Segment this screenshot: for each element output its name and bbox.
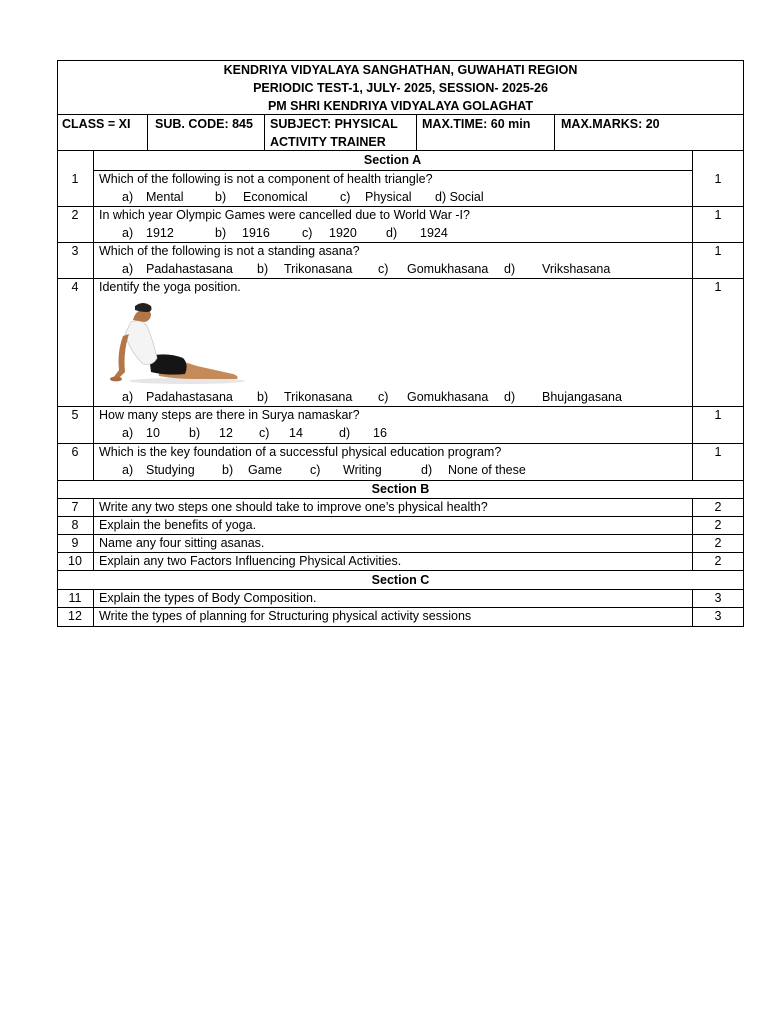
question-marks: 1 bbox=[714, 445, 722, 459]
option-label: a) bbox=[122, 390, 134, 404]
question-text: Identify the yoga position. bbox=[99, 280, 241, 294]
option-text: d) Social bbox=[435, 190, 484, 204]
question-number: 3 bbox=[71, 244, 79, 258]
option-text: 1924 bbox=[420, 226, 448, 240]
question-number: 8 bbox=[71, 518, 79, 532]
question-text: Which of the following is not a component of health triangle? bbox=[99, 172, 433, 186]
option-label: b) bbox=[189, 426, 201, 440]
question-number: 1 bbox=[71, 172, 79, 186]
question-number: 5 bbox=[71, 408, 79, 422]
question-marks: 2 bbox=[714, 500, 722, 514]
question-marks: 3 bbox=[714, 609, 722, 623]
option-text: Game bbox=[248, 463, 283, 477]
question-text: Which is the key foundation of a successful physical education program? bbox=[99, 445, 502, 459]
school-region-title: KENDRIYA VIDYALAYA SANGHATHAN, GUWAHATI REGION bbox=[223, 63, 578, 77]
option-text: Physical bbox=[365, 190, 412, 204]
option-text: 16 bbox=[373, 426, 387, 440]
option-text: 14 bbox=[289, 426, 303, 440]
question-text: Explain the types of Body Composition. bbox=[99, 591, 317, 605]
question-marks: 3 bbox=[714, 591, 722, 605]
subject-code: SUB. CODE: 845 bbox=[155, 117, 253, 131]
option-label: a) bbox=[122, 426, 134, 440]
option-text: Vrikshasana bbox=[542, 262, 611, 276]
section-b-heading: Section B bbox=[371, 482, 430, 496]
option-text: Bhujangasana bbox=[542, 390, 622, 404]
option-label: b) bbox=[215, 226, 227, 240]
option-text: 10 bbox=[146, 426, 160, 440]
option-label: d) bbox=[421, 463, 433, 477]
question-marks: 1 bbox=[714, 208, 722, 222]
question-marks: 2 bbox=[714, 554, 722, 568]
section-a-heading: Section A bbox=[363, 153, 422, 167]
option-label: c) bbox=[259, 426, 270, 440]
max-marks: MAX.MARKS: 20 bbox=[561, 117, 660, 131]
option-label: a) bbox=[122, 226, 134, 240]
option-text: Padahastasana bbox=[146, 390, 233, 404]
option-label: a) bbox=[122, 190, 134, 204]
question-marks: 2 bbox=[714, 518, 722, 532]
question-marks: 1 bbox=[714, 280, 722, 294]
question-text: Write the types of planning for Structuring physical activity sessions bbox=[99, 609, 472, 623]
subject-name-line1: SUBJECT: PHYSICAL bbox=[270, 117, 398, 131]
option-text: Economical bbox=[243, 190, 308, 204]
question-marks: 1 bbox=[714, 172, 722, 186]
option-label: d) bbox=[504, 262, 516, 276]
question-number: 11 bbox=[68, 591, 82, 605]
section-c-heading: Section C bbox=[371, 573, 430, 587]
option-label: c) bbox=[302, 226, 313, 240]
question-text: In which year Olympic Games were cancelled due to World War -I? bbox=[99, 208, 470, 222]
option-label: b) bbox=[215, 190, 227, 204]
option-label: a) bbox=[122, 262, 134, 276]
option-label: d) bbox=[386, 226, 398, 240]
yoga-pose-image bbox=[105, 300, 245, 388]
option-text: Writing bbox=[343, 463, 382, 477]
question-marks: 1 bbox=[714, 244, 722, 258]
question-text: Explain the benefits of yoga. bbox=[99, 518, 257, 532]
option-label: c) bbox=[340, 190, 351, 204]
option-text: 1912 bbox=[146, 226, 174, 240]
option-text: Studying bbox=[146, 463, 195, 477]
option-text: 1920 bbox=[329, 226, 357, 240]
option-text: None of these bbox=[448, 463, 526, 477]
question-marks: 1 bbox=[714, 408, 722, 422]
question-text: Explain any two Factors Influencing Physical Activities. bbox=[99, 554, 402, 568]
option-text: Trikonasana bbox=[284, 390, 353, 404]
subject-name-line2: ACTIVITY TRAINER bbox=[270, 135, 386, 149]
question-text: Name any four sitting asanas. bbox=[99, 536, 265, 550]
option-text: 1916 bbox=[242, 226, 270, 240]
option-label: d) bbox=[504, 390, 516, 404]
option-label: b) bbox=[257, 262, 269, 276]
option-text: Gomukhasana bbox=[407, 262, 489, 276]
question-text: Write any two steps one should take to improve one’s physical health? bbox=[99, 500, 488, 514]
question-text: How many steps are there in Surya namaskar? bbox=[99, 408, 360, 422]
question-number: 6 bbox=[71, 445, 79, 459]
option-label: c) bbox=[310, 463, 321, 477]
question-number: 9 bbox=[71, 536, 79, 550]
question-number: 12 bbox=[68, 609, 82, 623]
question-marks: 2 bbox=[714, 536, 722, 550]
question-number: 4 bbox=[71, 280, 79, 294]
class-label: CLASS = XI bbox=[62, 117, 131, 131]
option-label: a) bbox=[122, 463, 134, 477]
option-text: Mental bbox=[146, 190, 184, 204]
question-number: 10 bbox=[68, 554, 82, 568]
max-time: MAX.TIME: 60 min bbox=[422, 117, 531, 131]
option-text: 12 bbox=[219, 426, 233, 440]
test-title: PERIODIC TEST-1, JULY- 2025, SESSION- 2025-26 bbox=[253, 81, 548, 95]
question-text: Which of the following is not a standing asana? bbox=[99, 244, 360, 258]
option-text: Trikonasana bbox=[284, 262, 353, 276]
question-number: 2 bbox=[71, 208, 79, 222]
option-label: b) bbox=[257, 390, 269, 404]
option-label: d) bbox=[339, 426, 351, 440]
option-label: c) bbox=[378, 262, 389, 276]
option-label: c) bbox=[378, 390, 389, 404]
option-text: Gomukhasana bbox=[407, 390, 489, 404]
question-number: 7 bbox=[71, 500, 79, 514]
option-label: b) bbox=[222, 463, 234, 477]
school-name: PM SHRI KENDRIYA VIDYALAYA GOLAGHAT bbox=[267, 99, 534, 113]
option-text: Padahastasana bbox=[146, 262, 233, 276]
